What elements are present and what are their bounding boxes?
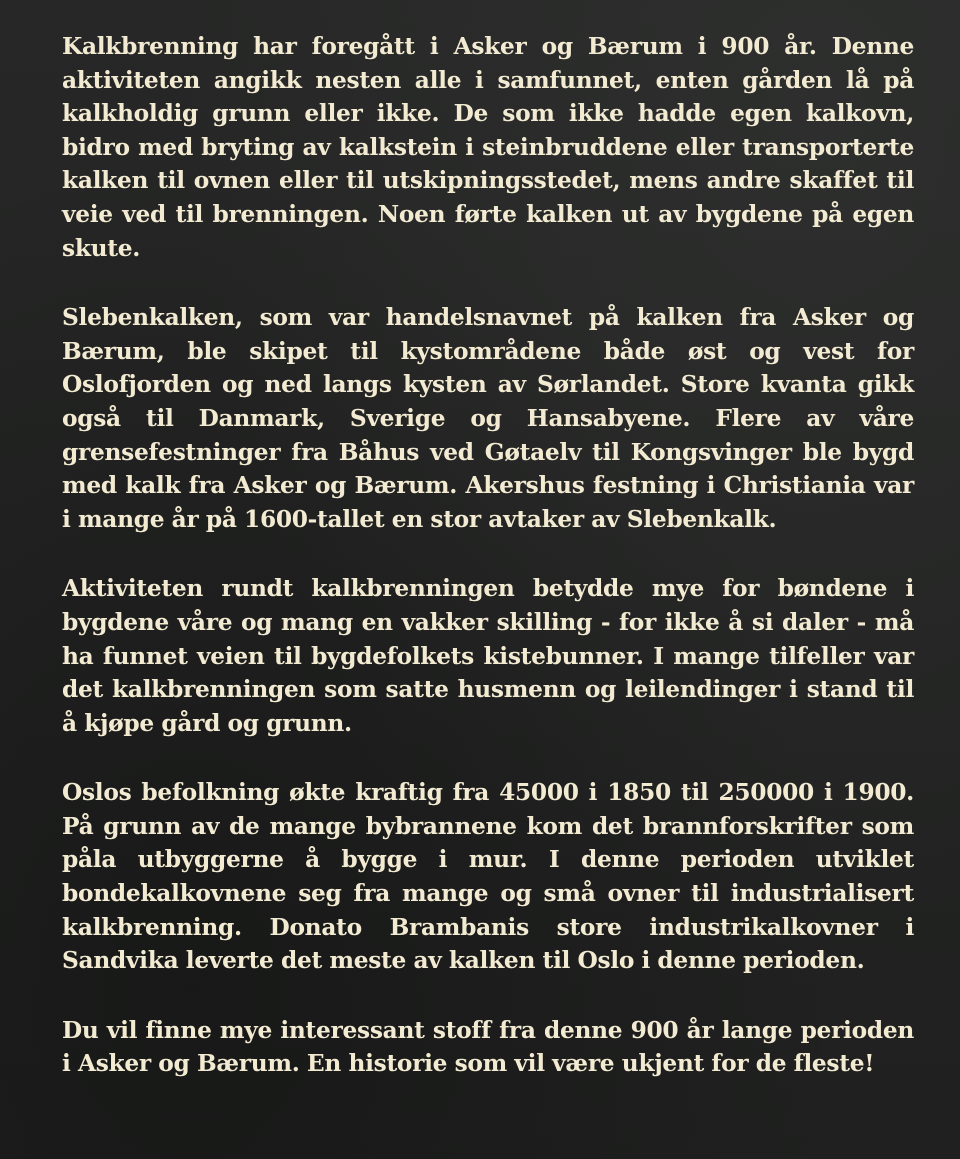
paragraph-oslo-growth: Oslos befolkning økte kraftig fra 45000 i 1850 til 250000 i 1900. På grunn av de mange bybrannene kom det brannforskrifter som påla utbyggerne å bygge i mur. I denne perioden utviklet bondekalkovnene seg fra mange og små ovner til industrialisert kalkbrenning. Donato Brambanis store industrikalkovner i Sandvika leverte det meste av kalken til Oslo i denne perioden. xyxy=(62,779,914,975)
paragraph-farmers-income: Aktiviteten rundt kalkbrenningen betydde mye for bøndene i bygdene våre og mang en vakker skilling - for ikke å si daler - må ha funnet veien til bygdefolkets kistebunner. I mange tilfeller var det kalkbrenningen som satte husmenn og leilendinger i stand til å kjøpe gård og grunn. xyxy=(62,575,914,737)
paragraph-kalkbrenning-history: Kalkbrenning har foregått i Asker og Bærum i 900 år. Denne aktiviteten angikk nesten alle i samfunnet, enten gården lå på kalkholdig grunn eller ikke. De som ikke hadde egen kalkovn, bidro med bryting av kalkstein i steinbruddene eller transporterte kalken til ovnen eller til utskipningsstedet, mens andre skaffet til veie ved til brenningen. Noen førte kalken ut av bygdene på egen skute. xyxy=(62,33,914,262)
paragraph-closing: Du vil finne mye interessant stoff fra denne 900 år lange perioden i Asker og Bærum. En historie som vil være ukjent for de fleste! xyxy=(62,1016,914,1078)
paragraph-slebenkalken-trade: Slebenkalken, som var handelsnavnet på kalken fra Asker og Bærum, ble skipet til kystområdene både øst og vest for Oslofjorden og ned langs kysten av Sørlandet. Store kvanta gikk også til Danmark, Sverige og Hansabyene. Flere av våre grensefestninger fra Båhus ved Gøtaelv til Kongsvinger ble bygd med kalk fra Asker og Bærum. Akershus festning i Christiania var i mange år på 1600-tallet en stor avtaker av Slebenkalk. xyxy=(62,304,914,533)
cover-text-block xyxy=(62,30,914,1081)
